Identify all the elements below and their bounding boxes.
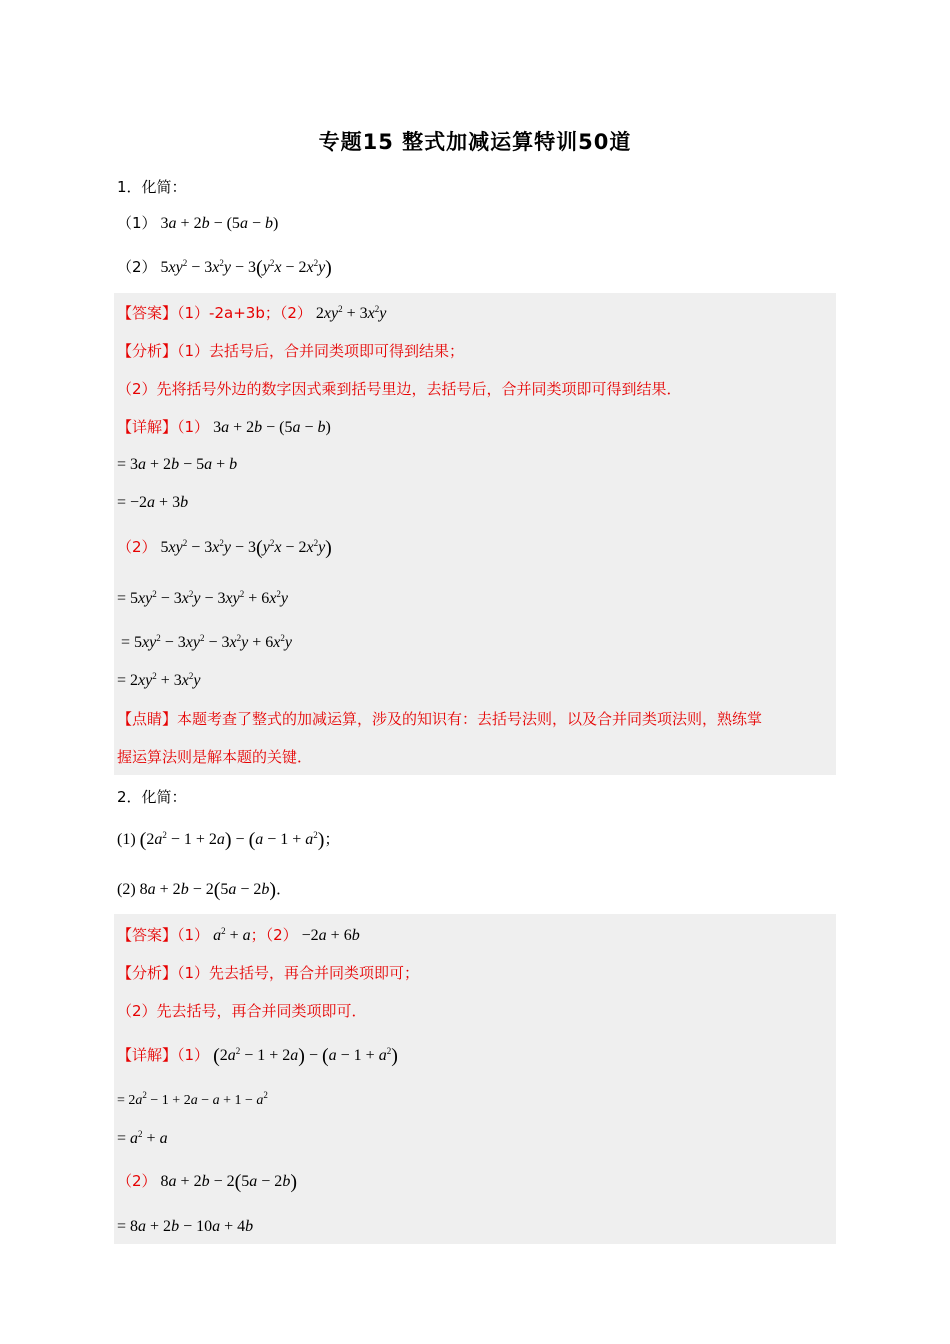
q2-step-3: = 8a + 2b − 10a + 4b xyxy=(117,1218,254,1235)
q2-part1-label: (1) xyxy=(117,831,136,848)
q1-analysis-label: 【分析】 xyxy=(117,342,178,360)
q1-answer-label: 【答案】 xyxy=(117,304,178,322)
q2-answer-p1: （1） xyxy=(177,926,210,944)
q1-step-1: = 3a + 2b − 5a + b xyxy=(117,456,238,473)
q2-part2-label: (2) xyxy=(117,881,136,898)
q1-detail-1 xyxy=(117,416,331,439)
q1-answer-text: （1）-2a+3b；（2） xyxy=(177,304,312,322)
q2-answer xyxy=(117,924,360,947)
q1-part2 xyxy=(117,256,332,279)
q2-stem: 2．化简： xyxy=(117,788,187,806)
q1-stem: 1．化简： xyxy=(117,178,187,196)
q1-comment-2: 握运算法则是解本题的关键． xyxy=(117,748,313,766)
page-title: 专题15 整式加减运算特训50道 xyxy=(318,130,632,154)
q2-analysis-label: 【分析】 xyxy=(117,964,178,982)
q1-detail-p2: （2） xyxy=(117,538,157,556)
q1-answer xyxy=(117,302,386,325)
q1-step-2: = −2a + 3b xyxy=(117,494,189,511)
q1-detail-label: 【详解】 xyxy=(117,418,178,436)
q2-analysis-1 xyxy=(117,962,419,985)
q2-detail-p2: （2） xyxy=(117,1172,157,1190)
q1-part2-label: （2） xyxy=(117,258,157,276)
q2-detail-label: 【详解】 xyxy=(117,1046,178,1064)
q2-answer-expr-2: −2a + 6b xyxy=(301,927,360,944)
q2-part1-end: ； xyxy=(324,830,340,848)
q2-part1-expr: $(2a^2 - 1 + 2a) - (a - 1 + a^2)$ xyxy=(139,829,325,851)
q2-answer-mid: ；（2） xyxy=(250,926,298,944)
q2-analysis-text-1: （1）先去括号，再合并同类项即可； xyxy=(177,964,420,982)
q2-part2-end: ． xyxy=(276,880,292,898)
q2-part2-expr: 8a + 2b − 2(5a − 2b) xyxy=(139,879,277,901)
q1-part1-expr: 3a + 2b − (5a − b) xyxy=(160,215,279,232)
q1-analysis-2: （2）先将括号外边的数字因式乘到括号里边，去括号后，合并同类项即可得到结果． xyxy=(117,380,682,398)
q2-detail-2 xyxy=(117,1170,297,1193)
q1-detail-expr-1: 3a + 2b − (5a − b) xyxy=(213,419,331,436)
q1-detail-expr-2: $5xy^2 - 3x^2y - 3(y^2x - 2x^2y)$ xyxy=(160,537,332,559)
q2-answer-label: 【答案】 xyxy=(117,926,178,944)
q2-detail-expr-2: 8a + 2b − 2(5a − 2b) xyxy=(160,1171,297,1193)
q1-step-3: = $5xy^2 - 3x^2y - 3xy^2 + 6x^2y$ xyxy=(117,589,288,607)
q2-detail-1 xyxy=(117,1044,398,1067)
q1-solution-box xyxy=(114,293,836,775)
q1-comment-text-1: 本题考查了整式的加减运算，涉及的知识有：去括号法则，以及合并同类项法则，熟练掌 xyxy=(177,710,763,728)
q2-detail-p1: （1） xyxy=(177,1046,210,1064)
q2-step-1: = $2a^2 - 1 + 2a - a + 1 - a^2$ xyxy=(117,1090,268,1108)
q1-analysis-1 xyxy=(117,340,464,363)
q2-analysis-2: （2）先去括号，再合并同类项即可． xyxy=(117,1002,367,1020)
q2-detail-expr-1: $(2a^2 - 1 + 2a) - (a - 1 + a^2)$ xyxy=(213,1045,398,1067)
q1-analysis-text-1: （1）去括号后，合并同类项即可得到结果； xyxy=(177,342,465,360)
q1-answer-expr: $2xy^2 + 3x^2y$ xyxy=(315,304,387,322)
q2-part1 xyxy=(117,828,339,851)
q2-step-2: = $a^2 + a$ xyxy=(117,1129,168,1147)
q2-answer-expr-1: $a^2 + a$ xyxy=(213,926,251,944)
q1-detail-2 xyxy=(117,536,332,559)
q1-comment-label: 【点睛】 xyxy=(117,710,178,728)
q2-part2 xyxy=(117,878,291,901)
q1-part1 xyxy=(117,212,278,235)
q1-detail-p1: （1） xyxy=(177,418,210,436)
q1-step-5: = $2xy^2 + 3x^2y$ xyxy=(117,671,201,689)
q1-step-4: = $5xy^2 - 3xy^2 - 3x^2y + 6x^2y$ xyxy=(117,633,292,651)
q1-part1-label: （1） xyxy=(117,214,157,232)
q1-comment-1 xyxy=(117,708,762,731)
q1-part2-expr: $5xy^2 - 3x^2y - 3(y^2x - 2x^2y)$ xyxy=(160,257,332,279)
